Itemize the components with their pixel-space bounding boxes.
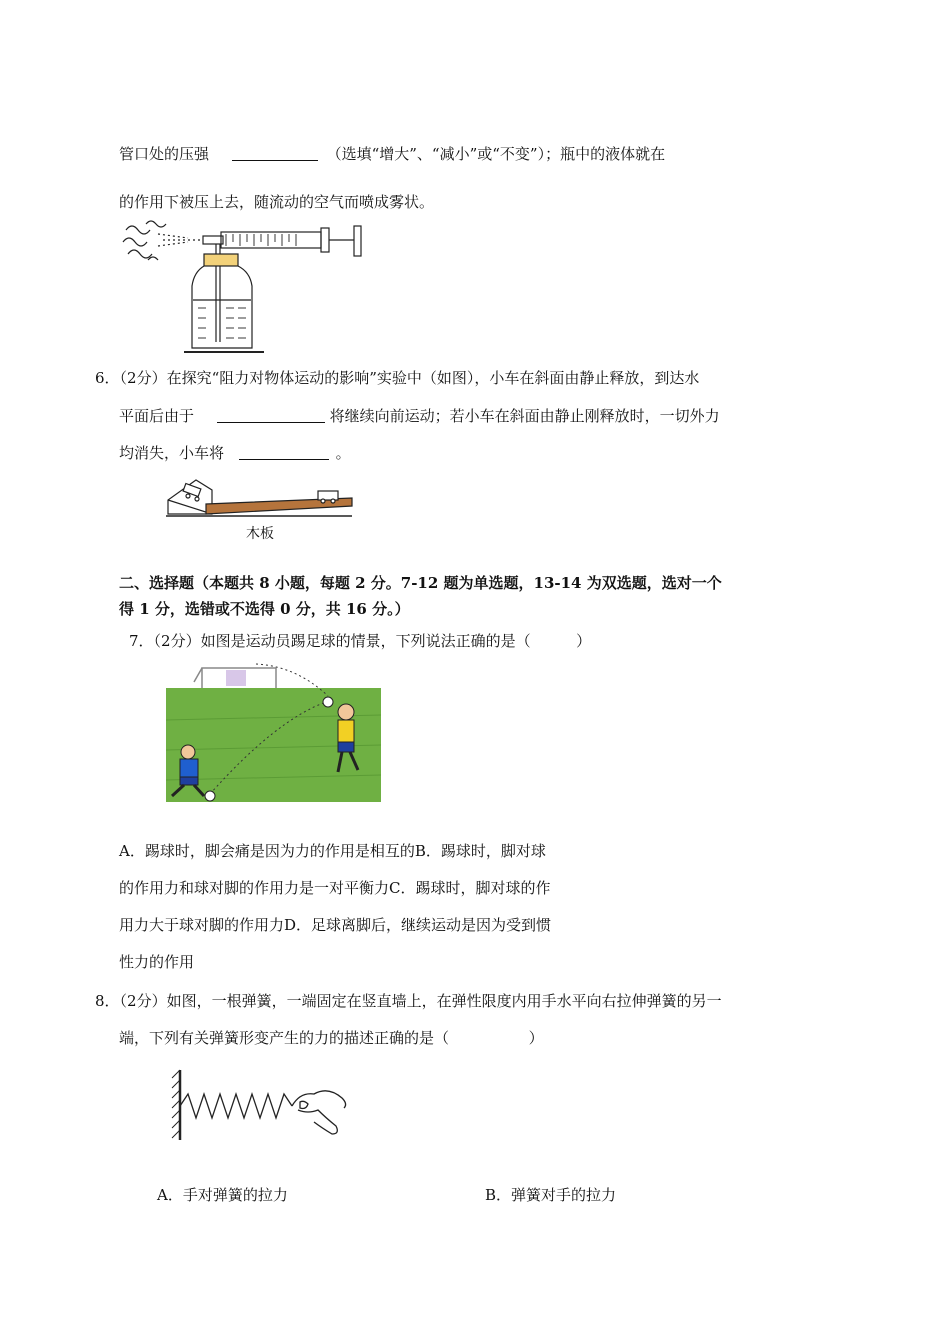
q7-options-line-4: 性力的作用 (119, 953, 195, 971)
section2-heading-line2: 得 1 分，选错或不选得 0 分，共 16 分。） (119, 600, 410, 618)
q8-line2 (119, 1028, 544, 1048)
q8-option-a[interactable]: A．手对弹簧的拉力 (157, 1186, 288, 1204)
q6-line3-prefix: 均消失，小车将 (119, 444, 225, 462)
q7-stem (129, 631, 591, 651)
q7-options-line-3: 用力大于球对脚的作用力D．足球离脚后，继续运动是因为受到惯 (119, 916, 552, 934)
spring-figure (168, 1068, 350, 1144)
q5-line1 (119, 144, 665, 164)
q6-line3-suffix: 。 (335, 444, 351, 462)
sprayer-figure (118, 212, 368, 360)
football-figure (166, 660, 381, 802)
q6-answer-blank-inertia[interactable] (217, 406, 325, 423)
q5-answer-blank-pressure[interactable] (232, 144, 318, 161)
q8-option-b[interactable]: B．弹簧对手的拉力 (485, 1186, 617, 1204)
q5-line1-suffix: （选填“增大”、“减小”或“不变”）；瓶中的液体就在 (326, 145, 666, 163)
q8-line2-suffix: ） (528, 1029, 544, 1047)
q6-line2-suffix: 将继续向前运动；若小车在斜面由静止刚释放时，一切外力 (329, 407, 720, 425)
q6-line2 (119, 406, 720, 426)
q5-line1-prefix: 管口处的压强 (119, 145, 210, 163)
q6-line3 (119, 443, 351, 463)
q7-options-line-2: 的作用力和球对脚的作用力是一对平衡力C．踢球时，脚对球的作 (119, 879, 551, 897)
q6-answer-blank-motion[interactable] (239, 443, 329, 460)
q7-stem-prefix: 7．（2分）如图是运动员踢足球的情景，下列说法正确的是（ (129, 632, 531, 650)
q7-options-line-1: A．踢球时，脚会痛是因为力的作用是相互的B．踢球时，脚对球 (119, 842, 546, 860)
q6-line1: 6．（2分）在探究“阻力对物体运动的影响”实验中（如图），小车在斜面由静止释放，到达水 (95, 369, 700, 387)
incline-board-figure (166, 476, 358, 520)
q5-line2: 的作用下被压上去，随流动的空气而喷成雾状。 (119, 193, 435, 211)
section2-heading-line1: 二、选择题（本题共 8 小题，每题 2 分。7-12 题为单选题，13-14 为双选题，选对一个 (119, 574, 722, 592)
q7-stem-suffix: ） (576, 632, 592, 650)
q8-line1: 8．（2分）如图，一根弹簧，一端固定在竖直墙上，在弹性限度内用手水平向右拉伸弹簧的另一 (95, 992, 722, 1010)
q6-line2-prefix: 平面后由于 (119, 407, 195, 425)
q8-line2-prefix: 端，下列有关弹簧形变产生的力的描述正确的是（ (119, 1029, 450, 1047)
figure-label-board: 木板 (246, 525, 274, 541)
